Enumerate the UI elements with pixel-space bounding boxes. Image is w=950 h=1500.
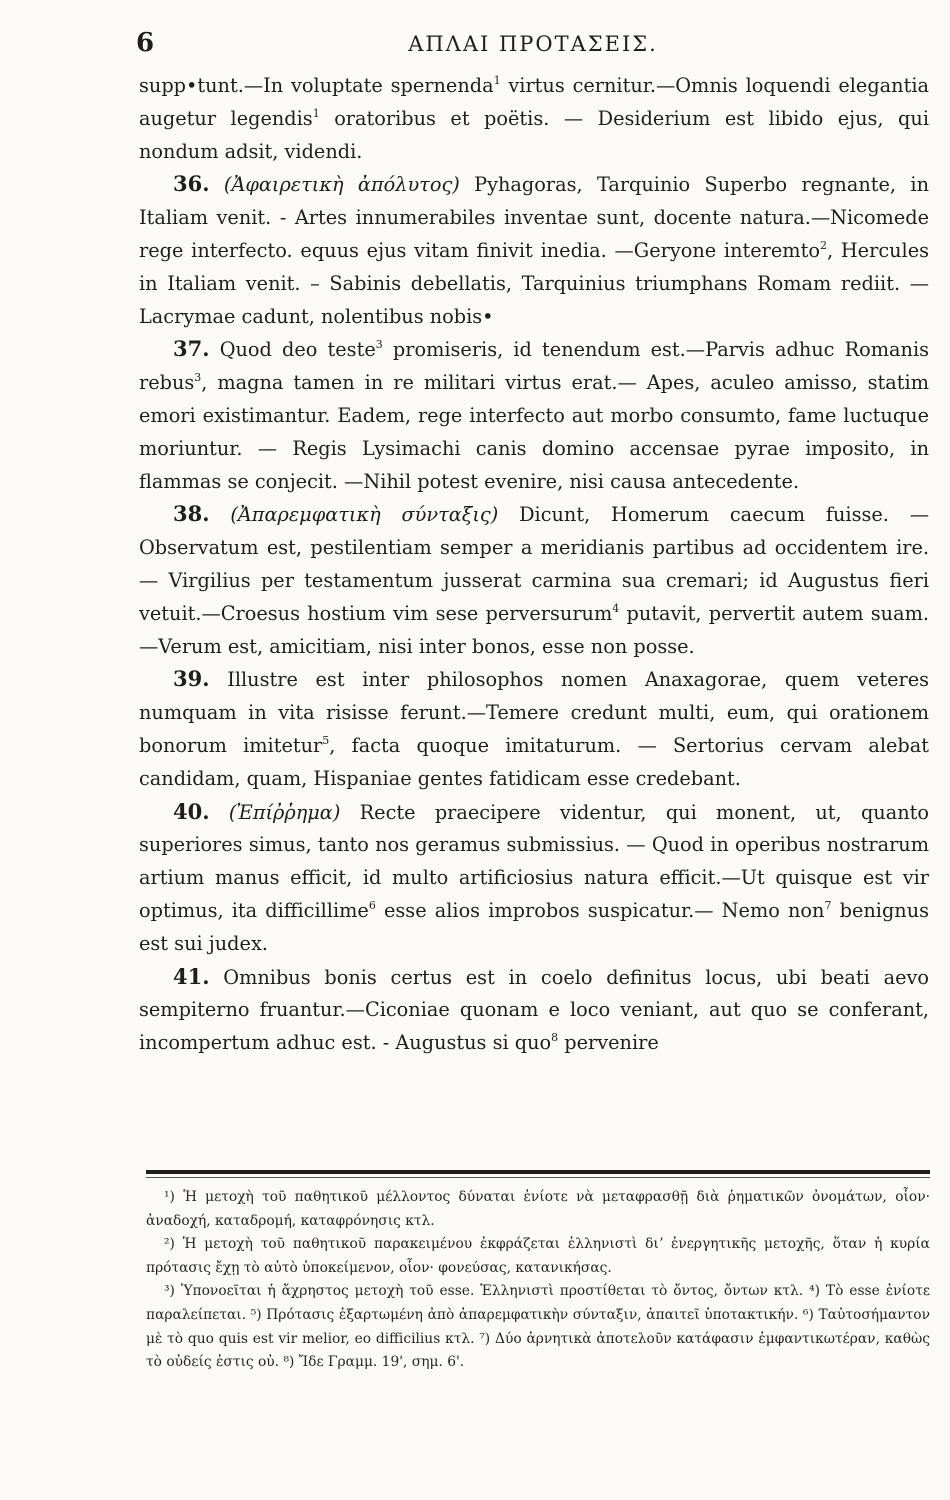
exercise-41: 41. Omnibus bonis certus est in coelo definitus locus, ubi beati aevo sempiterno fruantur.—Ciconiae quonam e loco veniant, aut quo se conferant, incompertum adhuc est. - Augustus si quo$^8$ pervenire (139, 963, 929, 1055)
footnote-ref: 3 (375, 338, 383, 352)
footnote-5: ⁵) Πρότασις ἐξαρτωμένη ἀπὸ ἀπαρεμφατικὴν σύνταξιν, ἀπαιτεῖ ὑποτακτικήν. (250, 1306, 799, 1323)
footnote-ref: 7 (824, 898, 832, 912)
exercise-38: 38. (Ἀπαρεμφατικὴ σύνταξις) Dicunt, Homerum caecum fuisse. —Observatum est, pestilentiam semper a meridianis partibus ad occidentem ire. — Virgilius per testamentum jusserat carmina sua cremari; id Augustus fieri vetuit.—Croesus hostium vim sese perversurum$^4$ putavit, pervertit autem suam.—Verum est, amicitiam, nisi inter bonos, esse non posse. (139, 501, 930, 658)
footnote-ref: 2 (819, 238, 827, 252)
footnote-6: ⁶) Ταὐτοσήμαντον μὲ τὸ quo quis est vir melior, eo difficilius κτλ. (146, 1306, 931, 1347)
exercise-number: 36. (173, 171, 210, 197)
footnotes (146, 1186, 930, 1375)
footnote-divider (146, 1170, 930, 1174)
footnote-2: ²) Ἡ μετοχὴ τοῦ παθητικοῦ παρακειμένου ἐκφράζεται ἑλληνιστὶ διʼ ἐνεργητικῆς μετοχῆς, ὅταν ἡ κυρία πρότασις ἔχῃ τὸ αὐτὸ ὑποκείμενον, οἷον· φονεύσας, κατανικήσας. (146, 1236, 930, 1276)
exercise-40: 40. (Ἐπίῤῥημα) Recte praecipere videntur, qui monent, ut, quanto superiores simus, tanto nos geramus submissius. — Quod in operibus nostrarum artium manus efficit, id multo artificiosius natura efficit.—Ut quisque est vir optimus, ita difficillime$^6$ esse alios improbos suspicatur.— Nemo non$^7$ benignus est sui judex. (139, 798, 930, 955)
exercise-heading: (Ἀπαρεμφατικὴ σύνταξις) (230, 503, 499, 527)
exercise-heading: (Ἀφαιρετικὴ ἀπόλυτος) (223, 173, 460, 197)
exercise-37: 37. Quod deo teste$^3$ promiseris, id tenendum est.—Parvis adhuc Romanis rebus$^3$, magna tamen in re militari virtus erat.— Apes, aculeo amisso, statim emori existimantur. Eadem, rege interfecto aut morbo consumto, fame luctuque moriuntur. — Regis Lysimachi canis domino accensae pyrae imposito, in flammas se conjecit. —Nihil potest evenire, nisi causa antecedente. (139, 336, 930, 493)
footnote-ref: 4 (612, 601, 620, 615)
footnote-1: ¹) Ἡ μετοχὴ τοῦ παθητικοῦ μέλλοντος δύναται ἐνίοτε νὰ μεταφρασθῇ διὰ ῥηματικῶν ὀνομάτων, οἷον· ἀναδοχή, καταδρομή, καταφρόνησις κτλ. (146, 1189, 930, 1229)
footnote-3: ³) Ὑπονοεῖται ἡ ἄχρηστος μετοχὴ τοῦ esse. Ἑλληνιστὶ προστίθεται τὸ ὄντος, ὄντων κτλ. (164, 1283, 804, 1300)
exercise-number: 40. (173, 798, 210, 824)
page-header (136, 26, 930, 66)
footnote-ref: 1 (493, 74, 501, 87)
exercise-number: 37. (173, 336, 210, 362)
running-title: ΑΠΛΑΙ ΠΡΟΤΑΣΕΙΣ. (408, 32, 658, 56)
footnote-ref: 6 (368, 898, 376, 912)
exercise-number: 39. (173, 666, 210, 692)
exercise-number: 41. (173, 963, 210, 989)
footnote-8: ⁸) Ἴδε Γραμμ. 19', σημ. 6'. (283, 1354, 465, 1371)
exercise-heading: (Ἐπίῤῥημα) (228, 800, 341, 824)
footnote-ref: 3 (194, 371, 202, 385)
footnote-ref: 1 (312, 106, 320, 120)
page-number: 6 (136, 28, 155, 58)
footnote-ref: 5 (322, 733, 330, 747)
paragraph-continuation: supp•tunt.—In voluptate spernenda$^1$ virtus cernitur.—Omnis loquendi elegantia augetur legendis$^1$ oratoribus et poëtis. — Desiderium est libido ejus, qui nondum adsit, videndi. (139, 74, 929, 163)
exercise-36: 36. (Ἀφαιρετικὴ ἀπόλυτος) Pyhagoras, Tarquinio Superbo regnante, in Italiam venit. - Artes innumerabiles inventae sunt, docente natura.—Nicomede rege interfecto. equus ejus vitam finivit inedia. —Geryone interemto$^2$, Hercules in Italiam venit. – Sabinis debellatis, Tarquinius triumphans Romam rediit. — Lacrymae cadunt, nolentibus nobis• (139, 171, 930, 328)
exercise-39: 39. Illustre est inter philosophos nomen Anaxagorae, quem veteres numquam in vita risisse ferunt.—Temere credunt multi, eum, qui orationem bonorum imitetur$^5$, facta quoque imitaturum. — Sertorius cervam alebat candidam, quam, Hispaniae gentes fatidicam esse credebant. (139, 666, 930, 790)
footnote-4: ⁴) Τὸ esse ἐνίοτε παραλείπεται. (146, 1283, 930, 1323)
exercise-number: 38. (173, 501, 210, 527)
footnote-3-4-5-6-7-8 (146, 1280, 930, 1374)
main-text (139, 70, 929, 1060)
footnote-7: ⁷) Δύο ἀρνητικὰ ἀποτελοῦν κατάφασιν ἐμφαντικωτέραν, καθὼς τὸ οὐδείς ἐστις οὐ. (146, 1330, 930, 1371)
footnote-ref: 8 (551, 1031, 559, 1045)
footnote-divider-thin (146, 1177, 930, 1178)
